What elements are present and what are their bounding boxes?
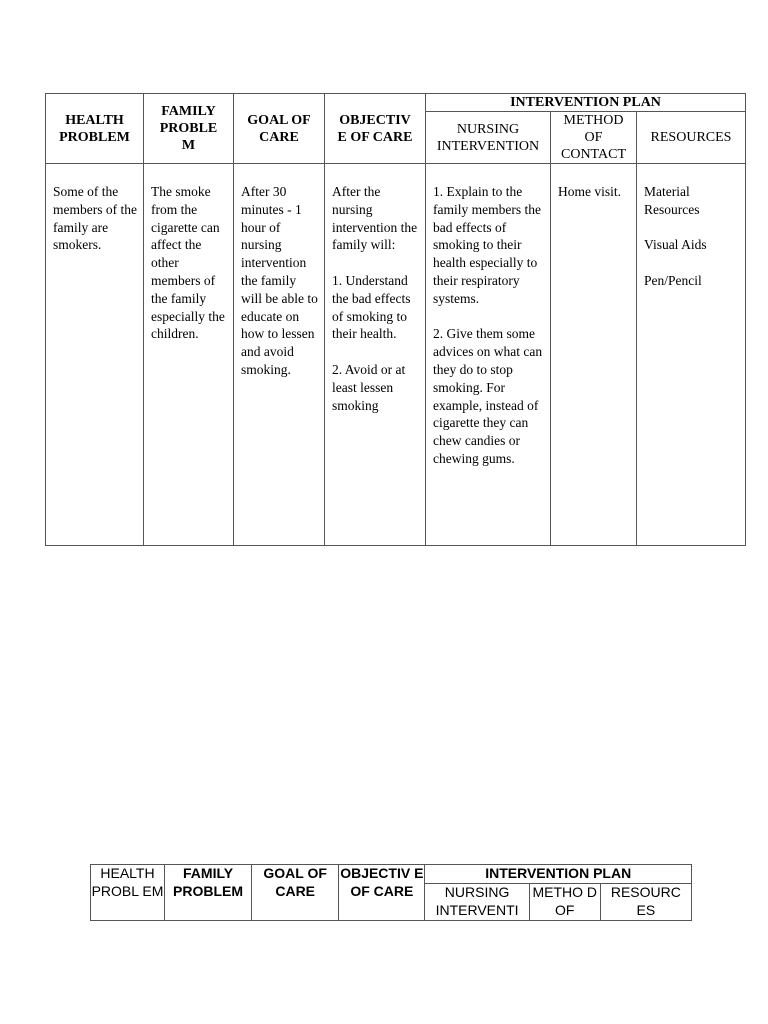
cell-nursing-intervention (426, 164, 551, 546)
header2-goal-of-care: GOAL OF CARE (252, 865, 339, 921)
objective-item-2: 2. Avoid or at least lessen smoking (332, 361, 406, 413)
goal-of-care-text: After 30 minutes - 1 hour of nursing intervention the family will be able to educate on how to lessen and avoid smoking. (241, 184, 318, 377)
family-problem-text: The smoke from the cigarette can affect the other members of the family especially the children. (151, 184, 225, 342)
objective-item-1: 1. Understand the bad effects of smoking to their health. (332, 272, 411, 342)
health-problem-text: Some of the members of the family are smokers. (53, 184, 137, 253)
family-care-plan-table-repeat (90, 864, 692, 921)
family-care-plan-table (45, 93, 746, 546)
nursing-intervention-item-1: 1. Explain to the family members the bad effects of smoking to their health especially to their respiratory systems. (433, 184, 541, 306)
header2-intervention-plan: INTERVENTION PLAN (425, 865, 692, 884)
header2-health-problem: HEALTH PROBL EM (91, 865, 165, 921)
header-family-problem: FAMILY PROBLE M (144, 94, 234, 164)
header2-nursing-intervention: NURSING INTERVENTI (425, 884, 529, 921)
method-of-contact-text: Home visit. (558, 184, 621, 199)
header-health-problem: HEALTH PROBLEM (46, 94, 144, 164)
header-intervention-plan: INTERVENTION PLAN (426, 94, 746, 112)
objective-intro-text: After the nursing intervention the family will: (332, 184, 418, 253)
resource-item-1: Material Resources (644, 184, 700, 217)
cell-objective-of-care (325, 164, 426, 546)
cell-family-problem (144, 164, 234, 546)
header-resources: RESOURCES (637, 112, 746, 164)
header2-objective-of-care: OBJECTIV E OF CARE (339, 865, 425, 921)
resource-item-2: Visual Aids (644, 237, 707, 253)
header-nursing-intervention: NURSING INTERVENTION (426, 112, 551, 164)
nursing-intervention-item-2: 2. Give them some advices on what can they do to stop smoking. For example, instead of cigarette they can chew candies or chewing gums. (433, 326, 543, 466)
header-method-of-contact: METHOD OF CONTACT (551, 112, 637, 164)
header-goal-of-care: GOAL OF CARE (234, 94, 325, 164)
header2-resources: RESOURC ES (600, 884, 691, 921)
resource-item-3: Pen/Pencil (644, 272, 702, 288)
header-objective-of-care: OBJECTIV E OF CARE (325, 94, 426, 164)
cell-goal-of-care (234, 164, 325, 546)
cell-health-problem (46, 164, 144, 546)
cell-resources (637, 164, 746, 546)
header2-method-of-contact: METHO D OF (529, 884, 600, 921)
cell-method-of-contact (551, 164, 637, 546)
header2-family-problem: FAMILY PROBLEM (164, 865, 251, 921)
